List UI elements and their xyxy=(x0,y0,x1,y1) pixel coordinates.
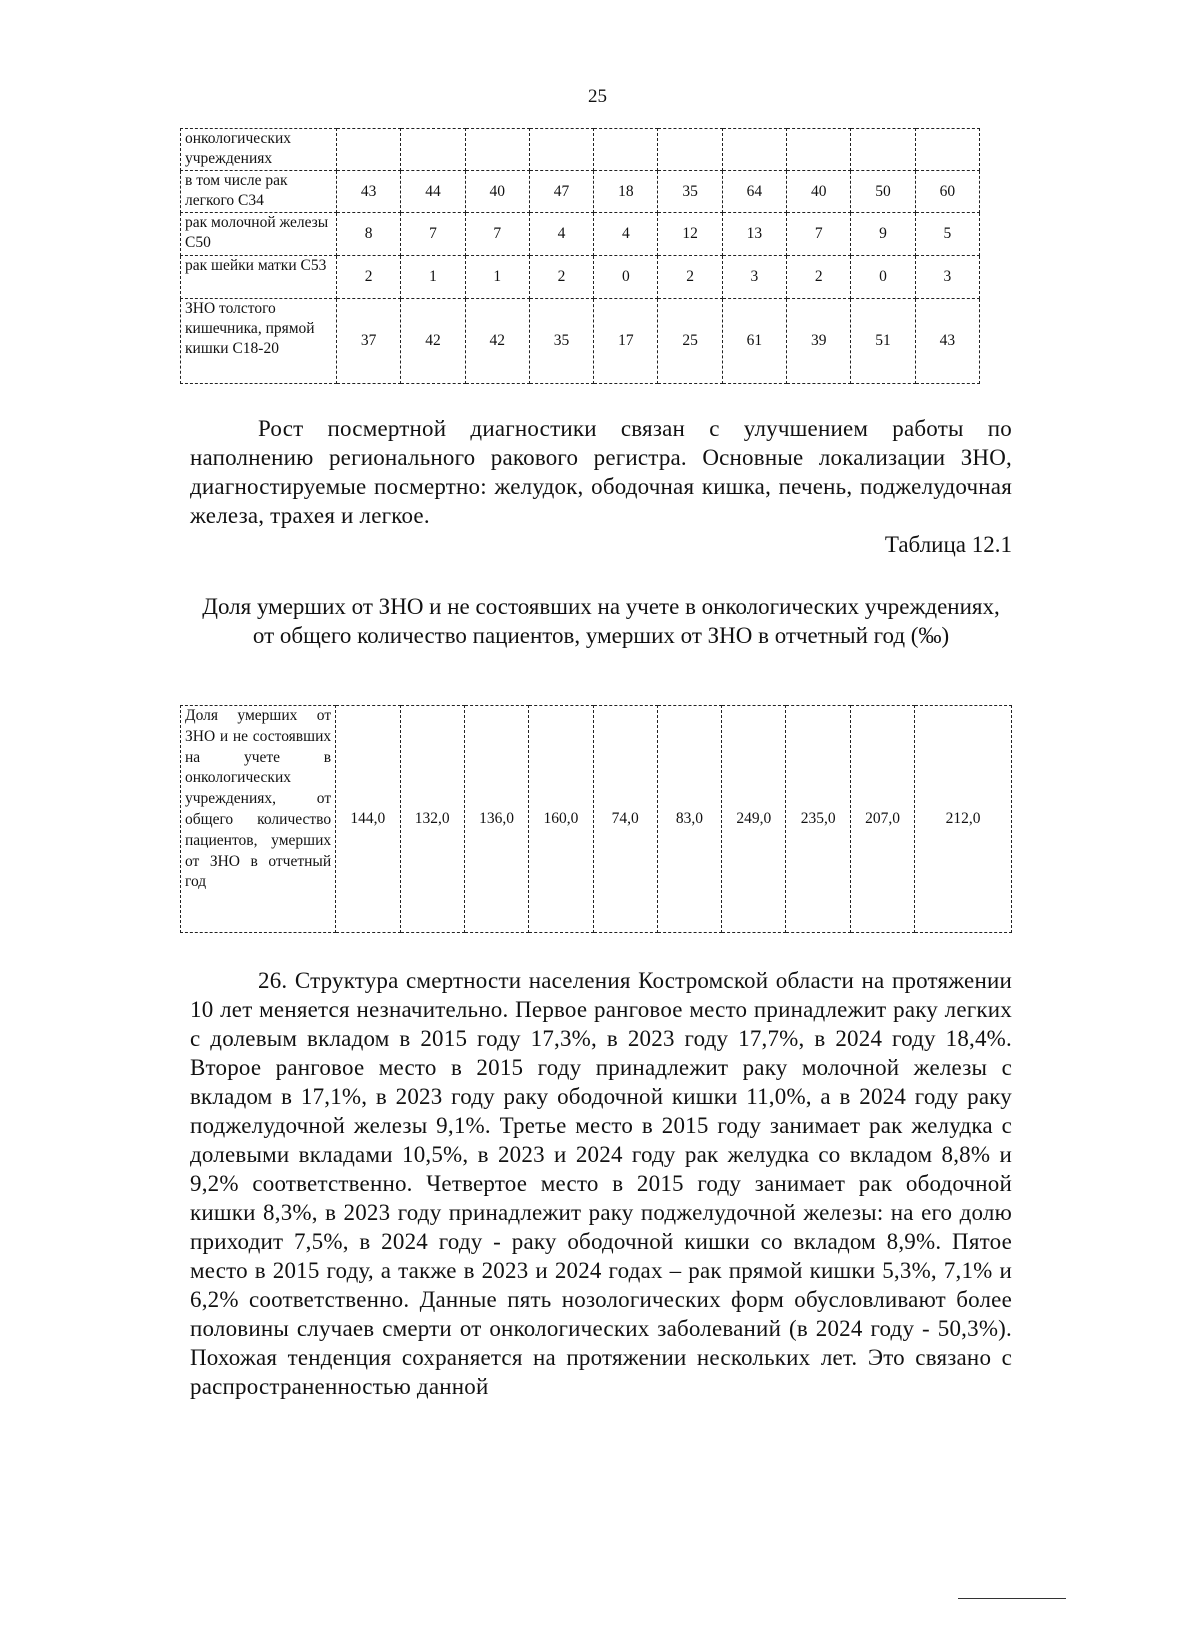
table-number: Таблица 12.1 xyxy=(884,532,1012,557)
table-cell: 50 xyxy=(851,171,915,213)
table-cell: 18 xyxy=(594,171,658,213)
table-cell: 60 xyxy=(915,171,979,213)
table-cell xyxy=(529,129,593,171)
table-cell xyxy=(722,129,786,171)
paragraph-postmortem: Рост посмертной диагностики связан с улучшением работы по наполнению регионального ракового регистра. Основные локализации ЗНО, диагностируемые посмертно: желудок, ободочная кишка, печень, поджелудочная железа, трахея и легкое. xyxy=(190,416,1012,528)
table-cell xyxy=(658,129,722,171)
table-cell: 144,0 xyxy=(336,706,400,933)
table-cell: 43 xyxy=(337,171,401,213)
table-cell: 61 xyxy=(722,299,786,384)
table-cell xyxy=(787,129,851,171)
table-cell: 13 xyxy=(722,213,786,256)
table-cell: 9 xyxy=(851,213,915,256)
table-cell: 43 xyxy=(915,299,979,384)
table-cell: 235,0 xyxy=(786,706,850,933)
table-cell: 42 xyxy=(401,299,465,384)
table-12-1 xyxy=(180,705,1012,933)
page-number: 25 xyxy=(588,86,607,107)
table-cell: 44 xyxy=(401,171,465,213)
table-cell: 7 xyxy=(401,213,465,256)
table-cell: 35 xyxy=(529,299,593,384)
table-cell: 25 xyxy=(658,299,722,384)
table-cell: 0 xyxy=(594,256,658,299)
row-label: ЗНО толстого кишечника, прямой кишки С18-20 xyxy=(181,299,337,384)
table-row xyxy=(181,171,980,213)
table-cell: 4 xyxy=(594,213,658,256)
table-cell: 3 xyxy=(915,256,979,299)
table-cell: 207,0 xyxy=(850,706,914,933)
row-label: Доля умерших от ЗНО и не состоявших на учете в онкологических учреждениях, от общего количество пациентов, умерших от ЗНО в отчетный год xyxy=(181,706,336,933)
table-cell xyxy=(337,129,401,171)
table-cell xyxy=(851,129,915,171)
table-cell: 132,0 xyxy=(400,706,464,933)
table-cell xyxy=(401,129,465,171)
table-cell: 2 xyxy=(337,256,401,299)
table-title: Доля умерших от ЗНО и не состоявших на учете в онкологических учреждениях, от общего количество пациентов, умерших от ЗНО в отчетный год (‰) xyxy=(202,594,1000,648)
row-label: рак молочной железы С50 xyxy=(181,213,337,256)
table-cell: 4 xyxy=(529,213,593,256)
footer-line xyxy=(958,1598,1066,1599)
table-cell: 7 xyxy=(465,213,529,256)
table-cell: 17 xyxy=(594,299,658,384)
table-cell: 160,0 xyxy=(529,706,593,933)
row-label: онкологических учреждениях xyxy=(181,129,337,171)
table-cell: 7 xyxy=(787,213,851,256)
table-cell: 5 xyxy=(915,213,979,256)
table-cell: 42 xyxy=(465,299,529,384)
table-cell xyxy=(465,129,529,171)
table-row xyxy=(181,129,980,171)
table-cell: 2 xyxy=(529,256,593,299)
table-cell xyxy=(915,129,979,171)
table-cell: 39 xyxy=(787,299,851,384)
table-cell xyxy=(594,129,658,171)
table-cell: 0 xyxy=(851,256,915,299)
row-label: в том числе рак легкого С34 xyxy=(181,171,337,213)
table-cell: 1 xyxy=(465,256,529,299)
table-cell: 136,0 xyxy=(464,706,528,933)
paragraph-26: 26. Структура смертности населения Костромской области на протяжении 10 лет меняется незначительно. Первое ранговое место принадлежит раку легких с долевым вкладом в 2015 году 17,3%, в 2023 году 17,7%, в 2024 году 18,4%. Второе ранговое место в 2015 году принадлежит раку молочной железы с вкладом в 17,1%, в 2023 году раку ободочной кишки 11,0%, а в 2024 году раку поджелудочной железы 9,1%. Третье место в 2015 году занимает рак желудка с долевыми вкладами 10,5%, в 2023 и 2024 году рак желудка со вкладом 8,8% и 9,2% соответственно. Четвертое место в 2015 году занимает рак ободочной кишки 8,3%, в 2023 году принадлежит раку поджелудочной железы: на его долю приходит 7,5%, в 2024 году - раку ободочной кишки со вкладом 8,9%. Пятое место в 2015 году, а также в 2023 и 2024 годах – рак прямой кишки 5,3%, 7,1% и 6,2% соответственно. Данные пять нозологических форм обусловливают более половины случаев смерти от онкологических заболеваний (в 2024 году - 50,3%). Похожая тенденция сохраняется на протяжении нескольких лет. Это связано с распространенностью данной xyxy=(190,968,1012,1399)
table-cell: 3 xyxy=(722,256,786,299)
table-cell: 83,0 xyxy=(657,706,721,933)
table-cell: 8 xyxy=(337,213,401,256)
table-continued xyxy=(180,128,980,384)
table-cell: 249,0 xyxy=(722,706,786,933)
table-cell: 2 xyxy=(787,256,851,299)
table-cell: 1 xyxy=(401,256,465,299)
table-row xyxy=(181,256,980,299)
table-row xyxy=(181,706,1012,933)
table-cell: 40 xyxy=(787,171,851,213)
table-cell: 35 xyxy=(658,171,722,213)
table-row xyxy=(181,299,980,384)
table-cell: 51 xyxy=(851,299,915,384)
table-cell: 2 xyxy=(658,256,722,299)
table-cell: 37 xyxy=(337,299,401,384)
row-label: рак шейки матки С53 xyxy=(181,256,337,299)
table-cell: 40 xyxy=(465,171,529,213)
table-cell: 64 xyxy=(722,171,786,213)
table-cell: 212,0 xyxy=(915,706,1012,933)
table-cell: 47 xyxy=(529,171,593,213)
table-cell: 74,0 xyxy=(593,706,657,933)
table-cell: 12 xyxy=(658,213,722,256)
table-row xyxy=(181,213,980,256)
